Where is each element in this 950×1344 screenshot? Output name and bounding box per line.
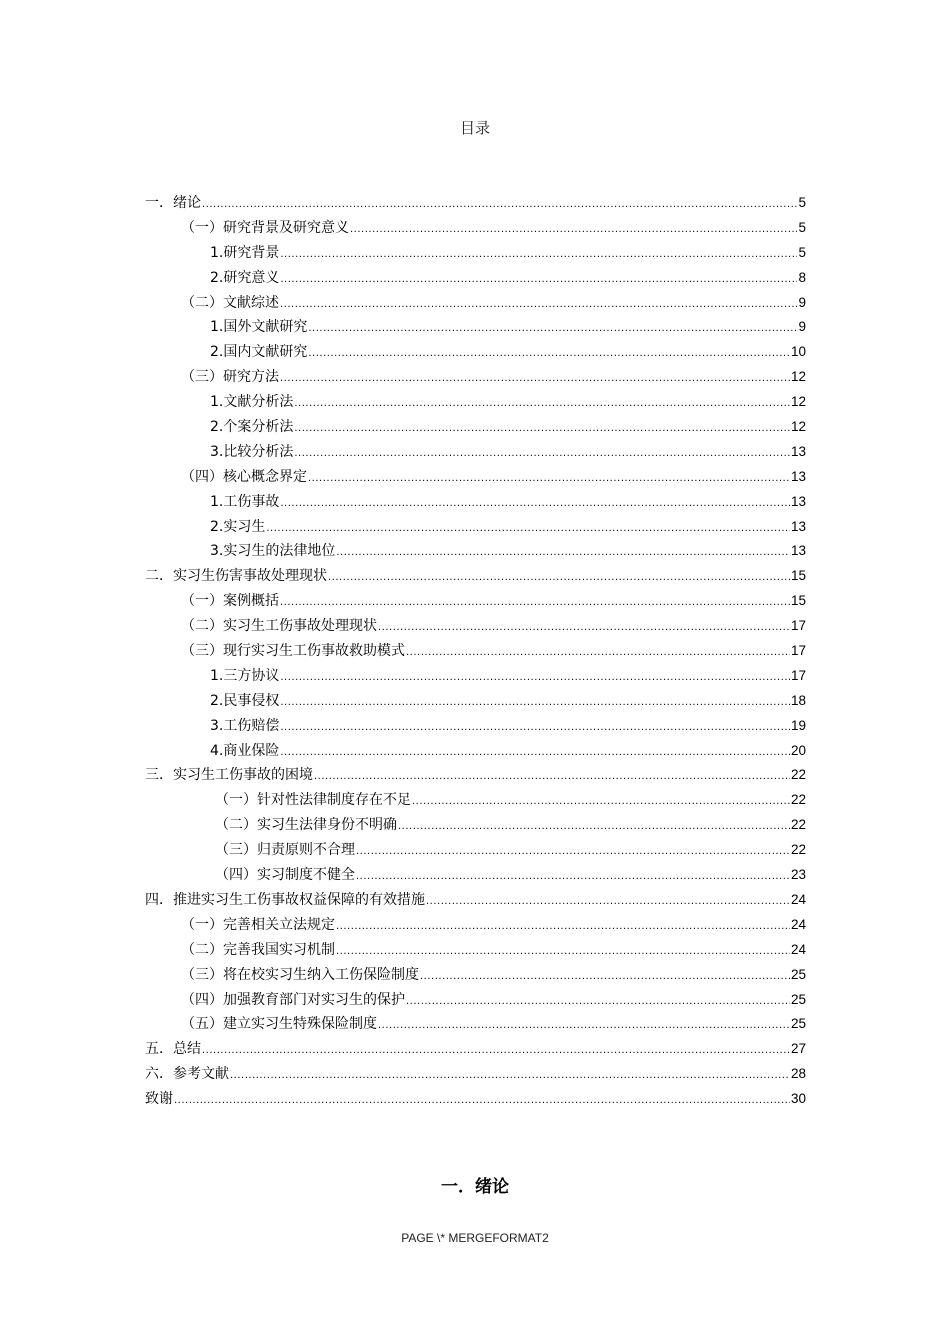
page-footer: PAGE \* MERGEFORMAT2 (401, 1231, 549, 1245)
toc-entry[interactable] (145, 490, 806, 515)
toc-dot-leader (314, 765, 790, 790)
toc-page-number: 15 (790, 568, 806, 584)
toc-entry-text: （二）实习生法律身份不明确 (215, 817, 397, 834)
toc-dot-leader (202, 1039, 790, 1064)
toc-dot-leader (280, 666, 790, 691)
toc-entry[interactable] (145, 838, 806, 863)
toc-title: 目录 (459, 119, 490, 137)
toc-dot-leader (406, 990, 790, 1015)
toc-entry[interactable] (145, 614, 806, 639)
toc-entry-text: 1.国外文献研究 (210, 319, 308, 336)
toc-dot-leader (280, 367, 790, 392)
toc-entry-text: （三）研究方法 (181, 369, 279, 386)
toc-entry-text: 4.商业保险 (210, 742, 280, 759)
toc-dot-leader (280, 691, 790, 716)
toc-entry[interactable] (145, 1087, 806, 1112)
toc-entry[interactable] (145, 266, 806, 291)
toc-entry-text: 1.三方协议 (210, 667, 280, 684)
toc-entry-text: 二．实习生伤害事故处理现状 (145, 568, 327, 585)
toc-entry[interactable] (145, 241, 806, 266)
toc-page-number: 24 (790, 941, 806, 957)
toc-entry-text: 致谢 (145, 1091, 173, 1108)
toc-page-number: 22 (790, 792, 806, 808)
toc-entry-text: 1.文献分析法 (210, 394, 294, 411)
toc-entry-text: （三）归责原则不合理 (215, 842, 355, 859)
toc-page-number: 10 (790, 344, 806, 360)
toc-dot-leader (230, 1064, 790, 1089)
toc-page-number: 22 (790, 767, 806, 783)
toc-entry-text: （四）实习制度不健全 (215, 867, 355, 884)
toc-page-number: 18 (790, 692, 806, 708)
section-heading: 一．绪论 (441, 1177, 509, 1197)
toc-entry-text: 一．绪论 (145, 195, 201, 211)
toc-entry-text: 2.民事侵权 (210, 692, 280, 709)
toc-page-number: 13 (790, 493, 806, 509)
toc-dot-leader (280, 716, 790, 741)
toc-dot-leader (336, 940, 790, 965)
toc-page-number: 5 (798, 244, 806, 260)
toc-page-number: 13 (790, 518, 806, 534)
toc-entry[interactable] (145, 415, 806, 440)
toc-page-number: 17 (790, 618, 806, 634)
toc-page-number: 17 (790, 643, 806, 659)
toc-entry-text: （一）完善相关立法规定 (181, 916, 335, 933)
toc-dot-leader (266, 517, 790, 542)
toc-entry[interactable] (145, 465, 806, 490)
toc-dot-leader (308, 317, 797, 342)
toc-page-number: 13 (790, 543, 806, 559)
toc-page-number: 13 (790, 468, 806, 484)
toc-entry[interactable] (145, 515, 806, 540)
toc-page-number: 25 (790, 991, 806, 1007)
toc-dot-leader (280, 293, 797, 318)
toc-dot-leader (420, 965, 790, 990)
toc-page-number: 12 (790, 369, 806, 385)
toc-entry[interactable] (145, 913, 806, 938)
toc-entry-text: 1.工伤事故 (210, 493, 280, 510)
toc-entry[interactable] (145, 714, 806, 739)
toc-entry-text: （四）加强教育部门对实习生的保护 (181, 991, 405, 1008)
toc-page-number: 23 (790, 867, 806, 883)
toc-entry[interactable] (145, 1037, 806, 1062)
toc-page-number: 19 (790, 717, 806, 733)
toc-entry-text: 五．总结 (145, 1041, 201, 1058)
toc-page-number: 9 (798, 319, 806, 335)
toc-entry-text: （五）建立实习生特殊保险制度 (181, 1016, 377, 1033)
toc-entry[interactable] (145, 963, 806, 988)
toc-page-number: 30 (790, 1091, 806, 1107)
toc-dot-leader (280, 268, 797, 293)
toc-page-number: 13 (790, 443, 806, 459)
toc-entry-text: （四）核心概念界定 (181, 468, 307, 485)
toc-entry-text: （一）案例概括 (181, 593, 279, 610)
toc-entry[interactable] (145, 888, 806, 913)
toc-page-number: 28 (790, 1066, 806, 1082)
toc-entry[interactable] (145, 664, 806, 689)
toc-page-number: 24 (790, 891, 806, 907)
toc-entry-text: （三）现行实习生工伤事故救助模式 (181, 643, 405, 660)
toc-entry-text: （一）针对性法律制度存在不足 (215, 792, 411, 809)
toc-entry-text: 三．实习生工伤事故的困境 (145, 767, 313, 784)
toc-entry[interactable] (145, 1062, 806, 1087)
toc-entry[interactable] (145, 216, 806, 241)
toc-dot-leader (350, 218, 797, 243)
toc-entry[interactable] (145, 788, 806, 813)
toc-page-number: 17 (790, 667, 806, 683)
toc-dot-leader (378, 1014, 790, 1039)
toc-page-number: 12 (790, 394, 806, 410)
toc-page-number: 12 (790, 419, 806, 435)
toc-dot-leader (308, 467, 790, 492)
toc-dot-leader (280, 243, 797, 268)
toc-dot-leader (412, 790, 790, 815)
toc-dot-leader (280, 492, 790, 517)
toc-entry-text: 六．参考文献 (145, 1066, 229, 1083)
toc-dot-leader (308, 342, 790, 367)
toc-entry-text: 四．推进实习生工伤事故权益保障的有效措施 (145, 891, 425, 908)
toc-entry-text: 2.研究意义 (210, 269, 280, 286)
toc-entry-text: 2.个案分析法 (210, 419, 294, 436)
toc-page-number: 25 (790, 966, 806, 982)
toc-dot-leader (294, 442, 790, 467)
toc-page-number: 27 (790, 1041, 806, 1057)
toc-entry-text: （二）文献综述 (181, 294, 279, 311)
toc-entry-text: （三）将在校实习生纳入工伤保险制度 (181, 966, 419, 983)
toc-page-number: 8 (798, 269, 806, 285)
toc-list (145, 191, 806, 1112)
toc-entry[interactable] (145, 1012, 806, 1037)
toc-entry-text: 3.工伤赔偿 (210, 717, 280, 734)
toc-entry[interactable] (145, 813, 806, 838)
toc-entry-text: 1.研究背景 (210, 244, 280, 261)
toc-entry[interactable] (145, 564, 806, 589)
toc-entry[interactable] (145, 938, 806, 963)
toc-page-number: 22 (790, 817, 806, 833)
toc-entry[interactable] (145, 315, 806, 340)
toc-entry-text: （二）完善我国实习机制 (181, 941, 335, 958)
toc-page-number: 5 (798, 195, 806, 210)
toc-dot-leader (294, 392, 790, 417)
toc-page-number: 24 (790, 916, 806, 932)
toc-entry-text: 3.实习生的法律地位 (210, 543, 336, 560)
toc-entry[interactable] (145, 639, 806, 664)
toc-entry[interactable] (145, 863, 806, 888)
toc-entry[interactable] (145, 589, 806, 614)
toc-page-number: 5 (798, 219, 806, 235)
toc-dot-leader (174, 1089, 790, 1114)
toc-dot-leader (280, 591, 790, 616)
toc-dot-leader (202, 193, 797, 218)
toc-page-number: 20 (790, 742, 806, 758)
toc-entry-text: 3.比较分析法 (210, 443, 294, 460)
toc-page-number: 22 (790, 842, 806, 858)
toc-entry-text: 2.实习生 (210, 518, 266, 535)
toc-dot-leader (398, 815, 790, 840)
toc-dot-leader (280, 741, 790, 766)
toc-page-number: 9 (798, 294, 806, 310)
toc-page-number: 15 (790, 593, 806, 609)
toc-entry[interactable] (145, 365, 806, 390)
toc-entry-text: （一）研究背景及研究意义 (181, 219, 349, 236)
toc-page-number: 25 (790, 1016, 806, 1032)
toc-entry[interactable] (145, 440, 806, 465)
toc-entry[interactable] (145, 689, 806, 714)
toc-dot-leader (294, 417, 790, 442)
toc-dot-leader (378, 616, 790, 641)
toc-entry[interactable] (145, 191, 806, 216)
toc-entry[interactable] (145, 340, 806, 365)
toc-entry-text: （二）实习生工伤事故处理现状 (181, 618, 377, 635)
toc-dot-leader (356, 865, 790, 890)
toc-dot-leader (328, 566, 790, 591)
toc-dot-leader (336, 915, 790, 940)
toc-entry[interactable] (145, 291, 806, 316)
toc-dot-leader (406, 641, 790, 666)
toc-entry[interactable] (145, 739, 806, 764)
toc-entry[interactable] (145, 390, 806, 415)
toc-dot-leader (356, 840, 790, 865)
toc-entry[interactable] (145, 763, 806, 788)
toc-entry[interactable] (145, 539, 806, 564)
toc-entry[interactable] (145, 988, 806, 1013)
toc-dot-leader (426, 890, 790, 915)
toc-entry-text: 2.国内文献研究 (210, 344, 308, 361)
toc-dot-leader (336, 541, 790, 566)
